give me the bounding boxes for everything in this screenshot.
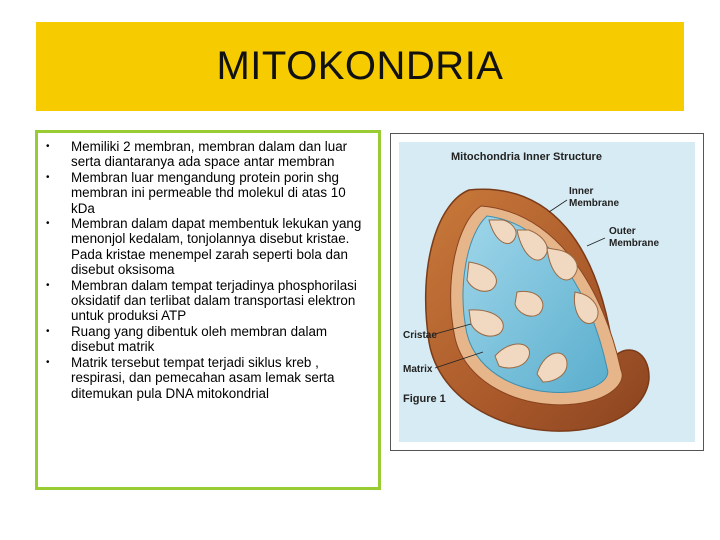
label-matrix: Matrix (403, 364, 433, 375)
bullet-text: Membran dalam tempat terjadinya phosphorilasi oksidatif dan terlibat dalam transportasi elektron untuk produksi ATP (71, 277, 357, 324)
bullet-text: Ruang yang dibentuk oleh membran dalam disebut matrik (71, 323, 328, 355)
label-inner-membrane: Inner Membrane (569, 186, 620, 209)
label-outer-membrane: Outer Membrane (609, 226, 660, 249)
mitochondria-illustration (399, 142, 695, 442)
title-bar (36, 22, 684, 111)
bullet-item (38, 355, 372, 401)
bullet-list (38, 133, 378, 401)
bullet-item (38, 216, 372, 278)
figure-caption: Figure 1 (403, 393, 446, 405)
mitochondria-figure (390, 133, 704, 451)
bullet-text: Membran luar mengandung protein porin shg membran ini permeable thd molekul di atas 10 kDa (71, 169, 346, 216)
bullet-text-box (35, 130, 381, 490)
bullet-text: Membran dalam dapat membentuk lekukan yang menonjol kedalam, tonjolannya disebut kristae. Pada kristae menempel zarah seperti bola dan disebut oksisoma (71, 216, 362, 278)
bullet-dot-icon: • (46, 325, 50, 337)
bullet-item (38, 170, 372, 216)
bullet-text: Matrik tersebut tempat terjadi siklus kreb , respirasi, dan pemecahan asam lemak serta ditemukan pula DNA mitokondrial (71, 354, 335, 401)
figure-background (399, 142, 695, 442)
label-cristae: Cristae (403, 330, 437, 341)
bullet-dot-icon: • (46, 141, 50, 152)
slide-title: MITOKONDRIA (216, 44, 504, 88)
bullet-dot-icon: • (46, 218, 50, 230)
bullet-dot-icon: • (46, 356, 50, 368)
figure-heading: Mitochondria Inner Structure (451, 151, 602, 163)
bullet-item (38, 139, 372, 170)
bullet-dot-icon: • (46, 279, 50, 291)
bullet-text: Memiliki 2 membran, membran dalam dan luar serta diantaranya ada space antar membran (71, 139, 348, 170)
bullet-dot-icon: • (46, 171, 50, 183)
bullet-item (38, 278, 372, 324)
bullet-item (38, 324, 372, 355)
